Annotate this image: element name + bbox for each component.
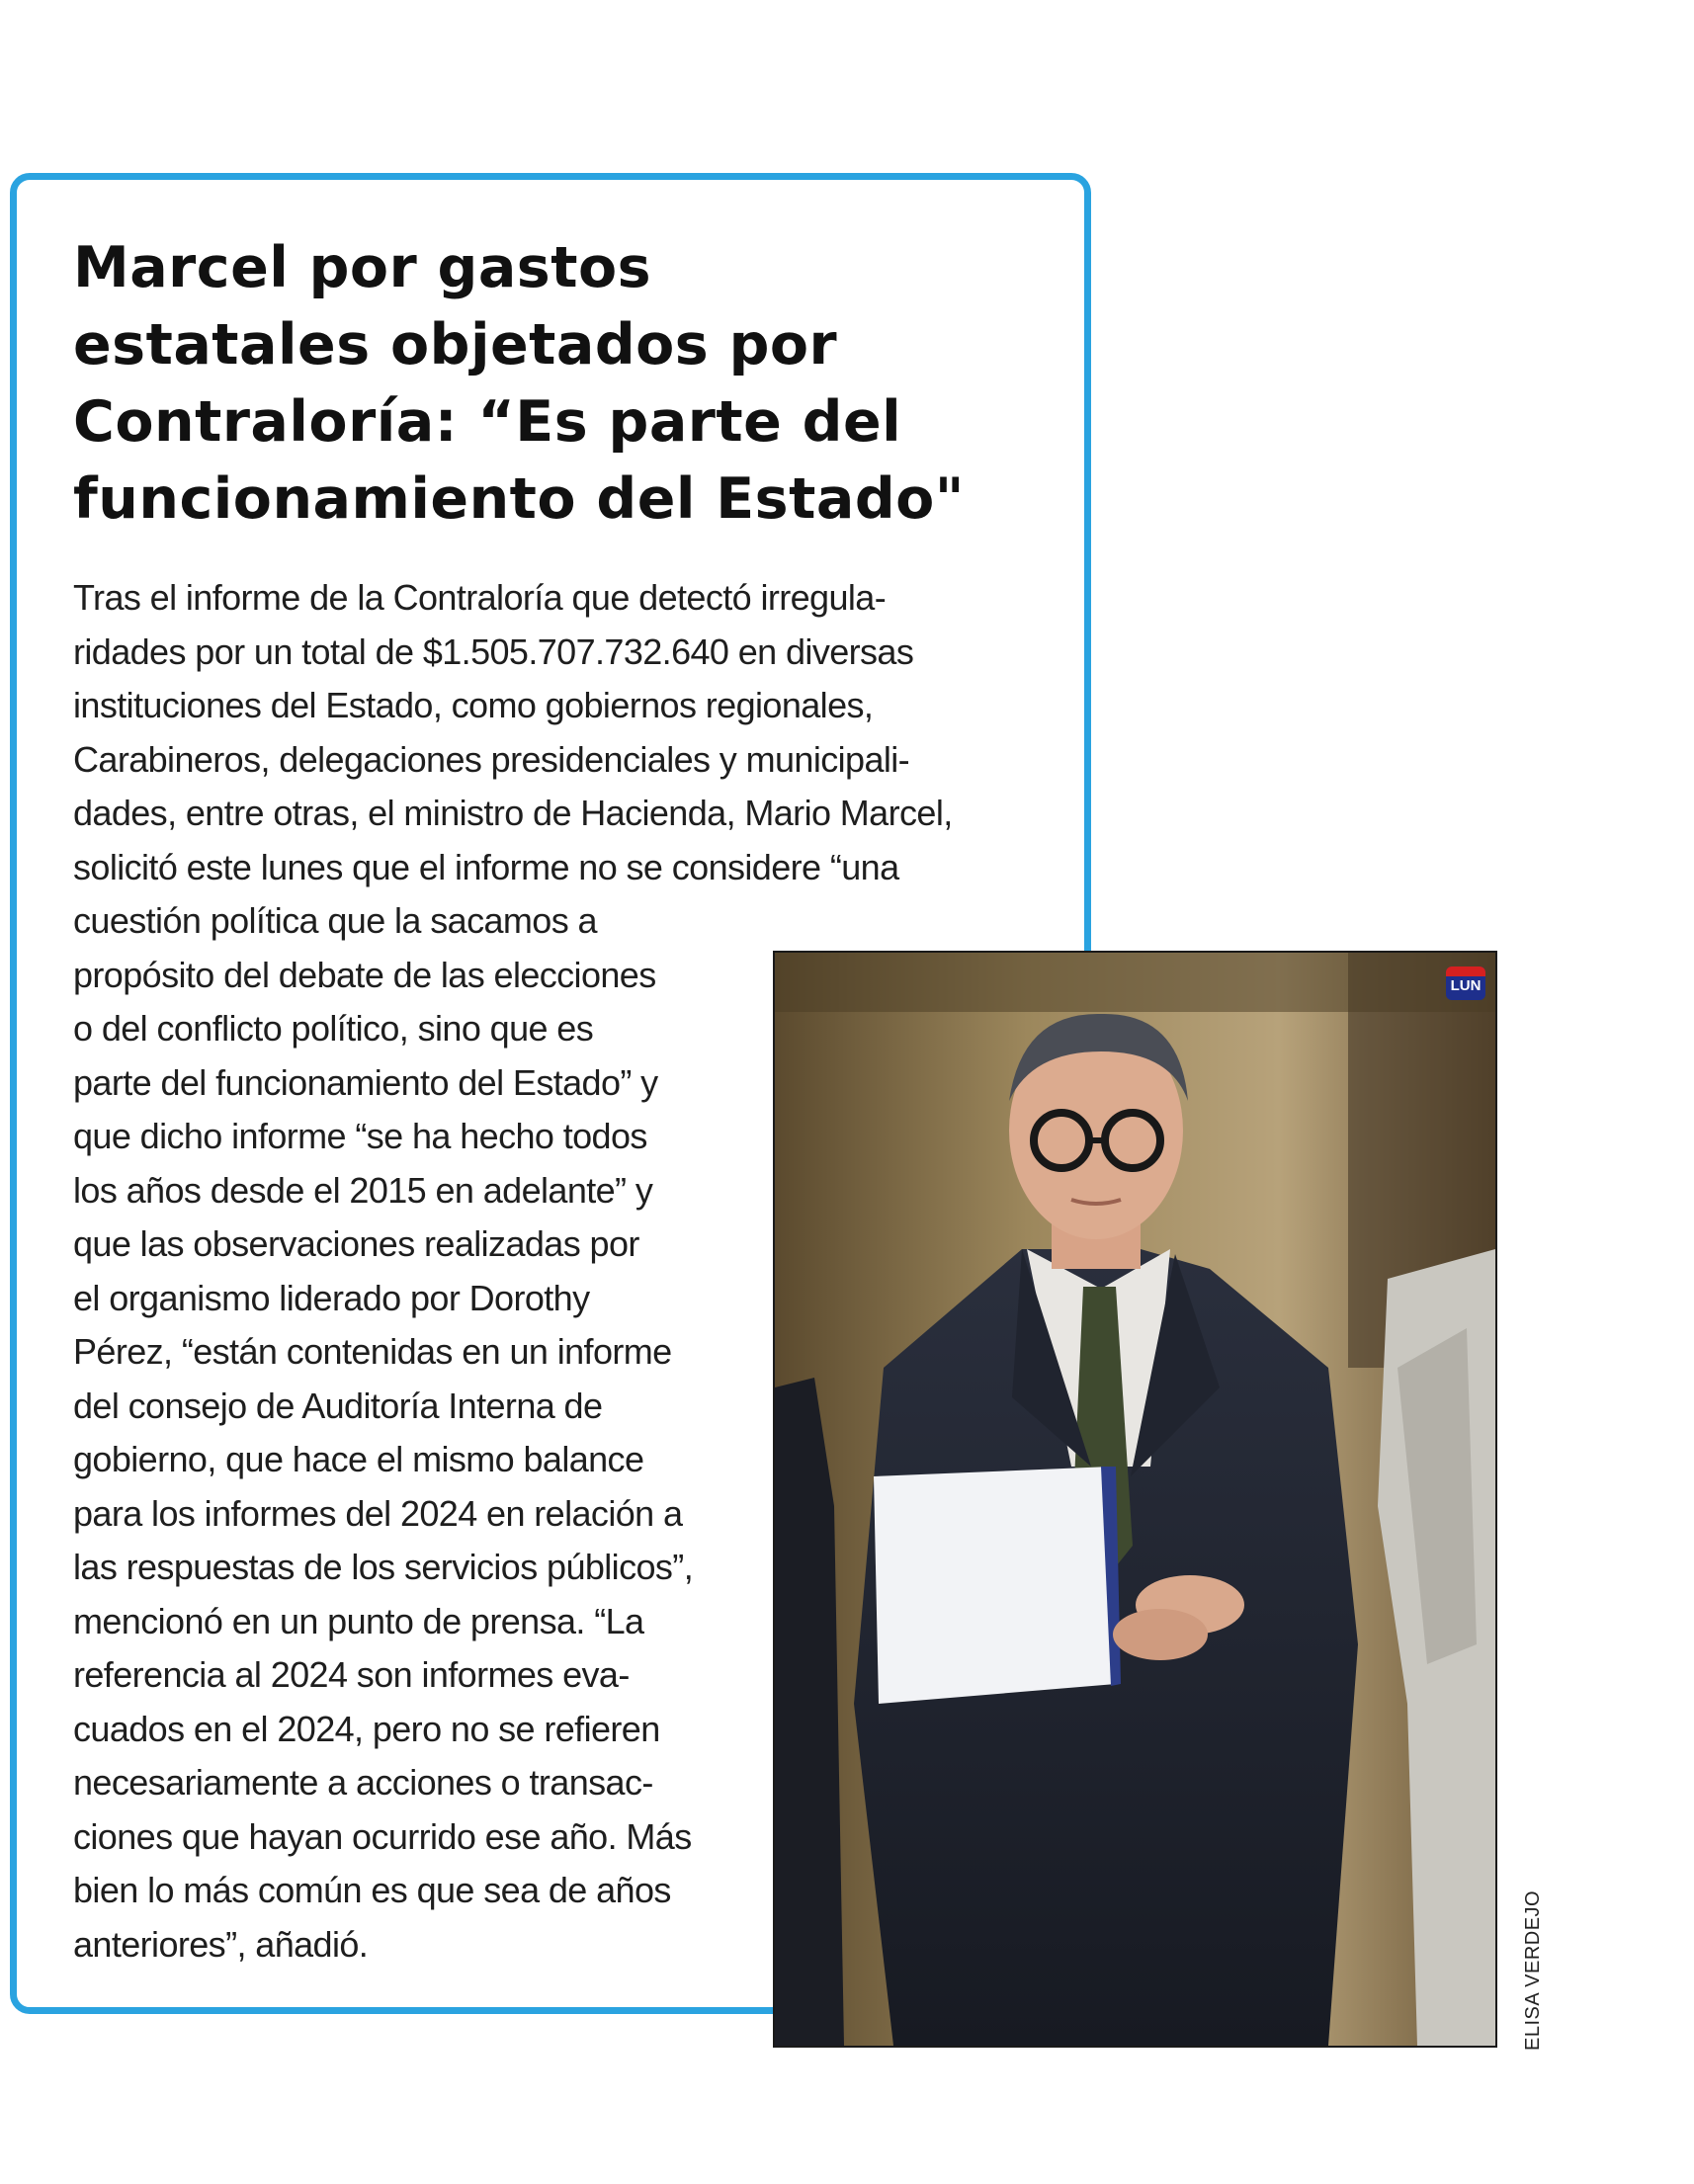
body-line: o del conflicto político, sino que es (73, 1008, 594, 1049)
body-line: del consejo de Auditoría Interna de (73, 1385, 603, 1426)
body-line: gobierno, que hace el mismo balance (73, 1439, 644, 1479)
photo-illustration (775, 953, 1495, 2046)
body-line: ridades por un total de $1.505.707.732.640 en diversas (73, 630, 914, 672)
headline-line: Contraloría: “Es parte del (73, 389, 902, 455)
body-line: referencia al 2024 son informes eva- (73, 1654, 630, 1695)
body-line: para los informes del 2024 en relación a (73, 1492, 683, 1534)
body-line: anteriores”, añadió. (73, 1923, 369, 1965)
body-line: instituciones del Estado, como gobiernos regionales, (73, 685, 874, 725)
body-line: parte del funcionamiento del Estado” y (73, 1061, 658, 1103)
body-line: los años desde el 2015 en adelante” y (73, 1169, 653, 1211)
body-line: propósito del debate de las elecciones (73, 954, 656, 995)
body-line: Tras el informe de la Contraloría que detectó irregula- (73, 577, 887, 618)
body-line: bien lo más común es que sea de años (73, 1870, 671, 1910)
headline-line: Marcel por gastos (73, 235, 652, 300)
headline-line: estatales objetados por (73, 312, 838, 378)
body-line: cuados en el 2024, pero no se refieren (73, 1708, 660, 1749)
body-line: Pérez, “están contenidas en un informe (73, 1331, 672, 1372)
body-line: el organismo liderado por Dorothy (73, 1277, 590, 1318)
body-line: necesariamente a acciones o transac- (73, 1762, 653, 1803)
body-line: que dicho informe “se ha hecho todos (73, 1116, 647, 1156)
photo-credit: ELISA VERDEJO (1522, 1890, 1544, 2051)
body-line: dades, entre otras, el ministro de Hacienda, Mario Marcel, (73, 793, 953, 833)
headline (73, 229, 1042, 538)
headline-line: funcionamiento del Estado" (73, 466, 965, 532)
body-line: que las observaciones realizadas por (73, 1223, 639, 1264)
body-line: las respuestas de los servicios públicos”, (73, 1547, 694, 1587)
body-line: ciones que hayan ocurrido ese año. Más (73, 1815, 692, 1857)
body-line: Carabineros, delegaciones presidenciales y municipali- (73, 738, 910, 780)
body-line: mencionó en un punto de prensa. “La (73, 1600, 644, 1641)
lun-logo: LUN (1446, 966, 1485, 1000)
body-line: solicitó este lunes que el informe no se considere “una (73, 846, 899, 887)
body-line: cuestión política que la sacamos a (73, 900, 597, 941)
news-photo (773, 951, 1497, 2048)
